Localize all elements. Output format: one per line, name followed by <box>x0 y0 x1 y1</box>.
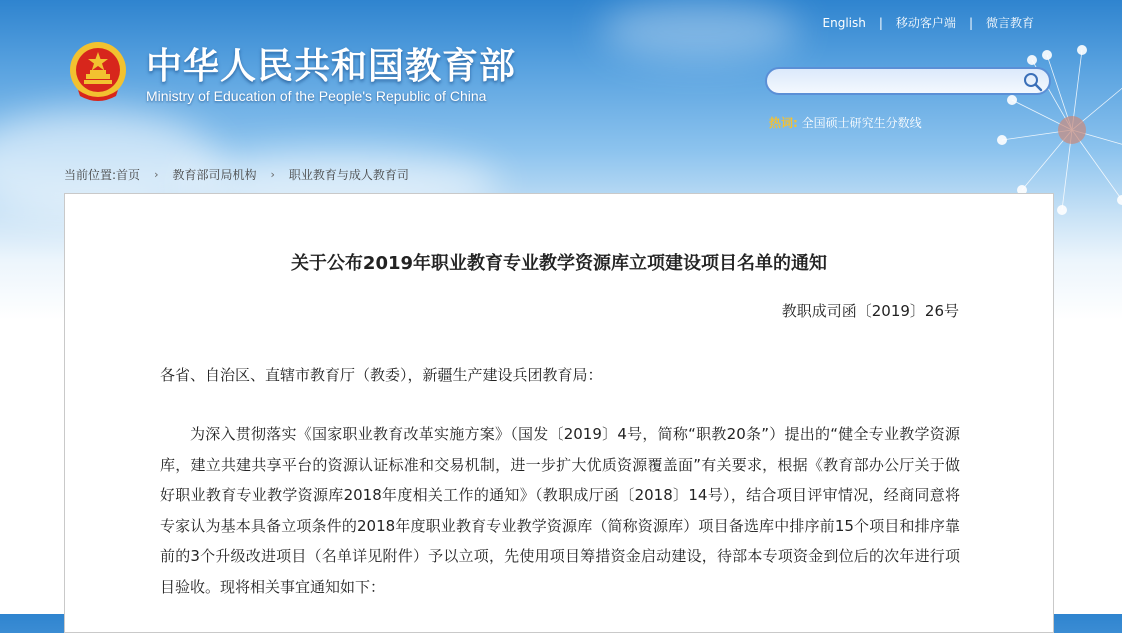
national-emblem-icon <box>68 40 128 104</box>
breadcrumb-prefix: 当前位置: <box>64 168 117 182</box>
top-link-weiyan[interactable]: 微言教育 <box>985 16 1034 30</box>
search-icon[interactable] <box>1023 72 1043 92</box>
breadcrumb-item[interactable]: 职业教育与成人教育司 <box>288 168 409 182</box>
breadcrumb <box>64 166 409 183</box>
site-title: 中华人民共和国教育部 <box>146 46 517 87</box>
article-paragraph: 为深入贯彻落实《国家职业教育改革实施方案》（国发〔2019〕4号，简称“职教20条”）提出的“健全专业教学资源库，建立共建共享平台的资源认证标准和交易机制，进一步扩大优质资源覆盖面”有关要求，根据《教育部办公厅关于做好职业教育专业教学资源库2018年度相关工作的通知》（教职成厅函〔2018〕14号），结合项目评审情况，经商同意将专家认为基本具备立项条件的2018年度职业教育专业教学资源库（简称资源库）项目备选库中排序前15个项目和排序靠前的3个升级改进项目（名单详见附件）予以立项，先使用项目筹措资金启动建设，待部本专项资金到位后的次年进行项目验收。现将相关事宜通知如下： <box>160 425 960 596</box>
breadcrumb-arrow-icon: › <box>154 168 159 181</box>
hot-label: 热词: <box>769 116 798 130</box>
search-box <box>765 67 1051 95</box>
article-container <box>64 193 1054 633</box>
breadcrumb-arrow-icon: › <box>270 168 275 181</box>
hot-words <box>769 114 922 131</box>
article-title: 关于公布2019年职业教育专业教学资源库立项建设项目名单的通知 <box>290 253 828 274</box>
top-links <box>823 14 1034 31</box>
breadcrumb-item[interactable]: 教育部司局机构 <box>172 168 257 182</box>
breadcrumb-home[interactable]: 首页 <box>116 168 141 182</box>
top-link-mobile[interactable]: 移动客户端 <box>895 16 956 30</box>
cloud-decoration <box>600 0 800 60</box>
document-number: 教职成司函〔2019〕26号 <box>781 302 959 320</box>
hot-word-link[interactable]: 全国硕士研究生分数线 <box>801 116 922 130</box>
search-input[interactable] <box>779 72 1023 92</box>
top-link-english[interactable]: English <box>822 15 866 30</box>
article-salutation: 各省、自治区、直辖市教育厅（教委），新疆生产建设兵团教育局： <box>160 366 603 384</box>
divider: | <box>968 15 973 30</box>
divider: | <box>878 15 883 30</box>
site-subtitle: Ministry of Education of the People's Republic of China <box>146 88 487 104</box>
